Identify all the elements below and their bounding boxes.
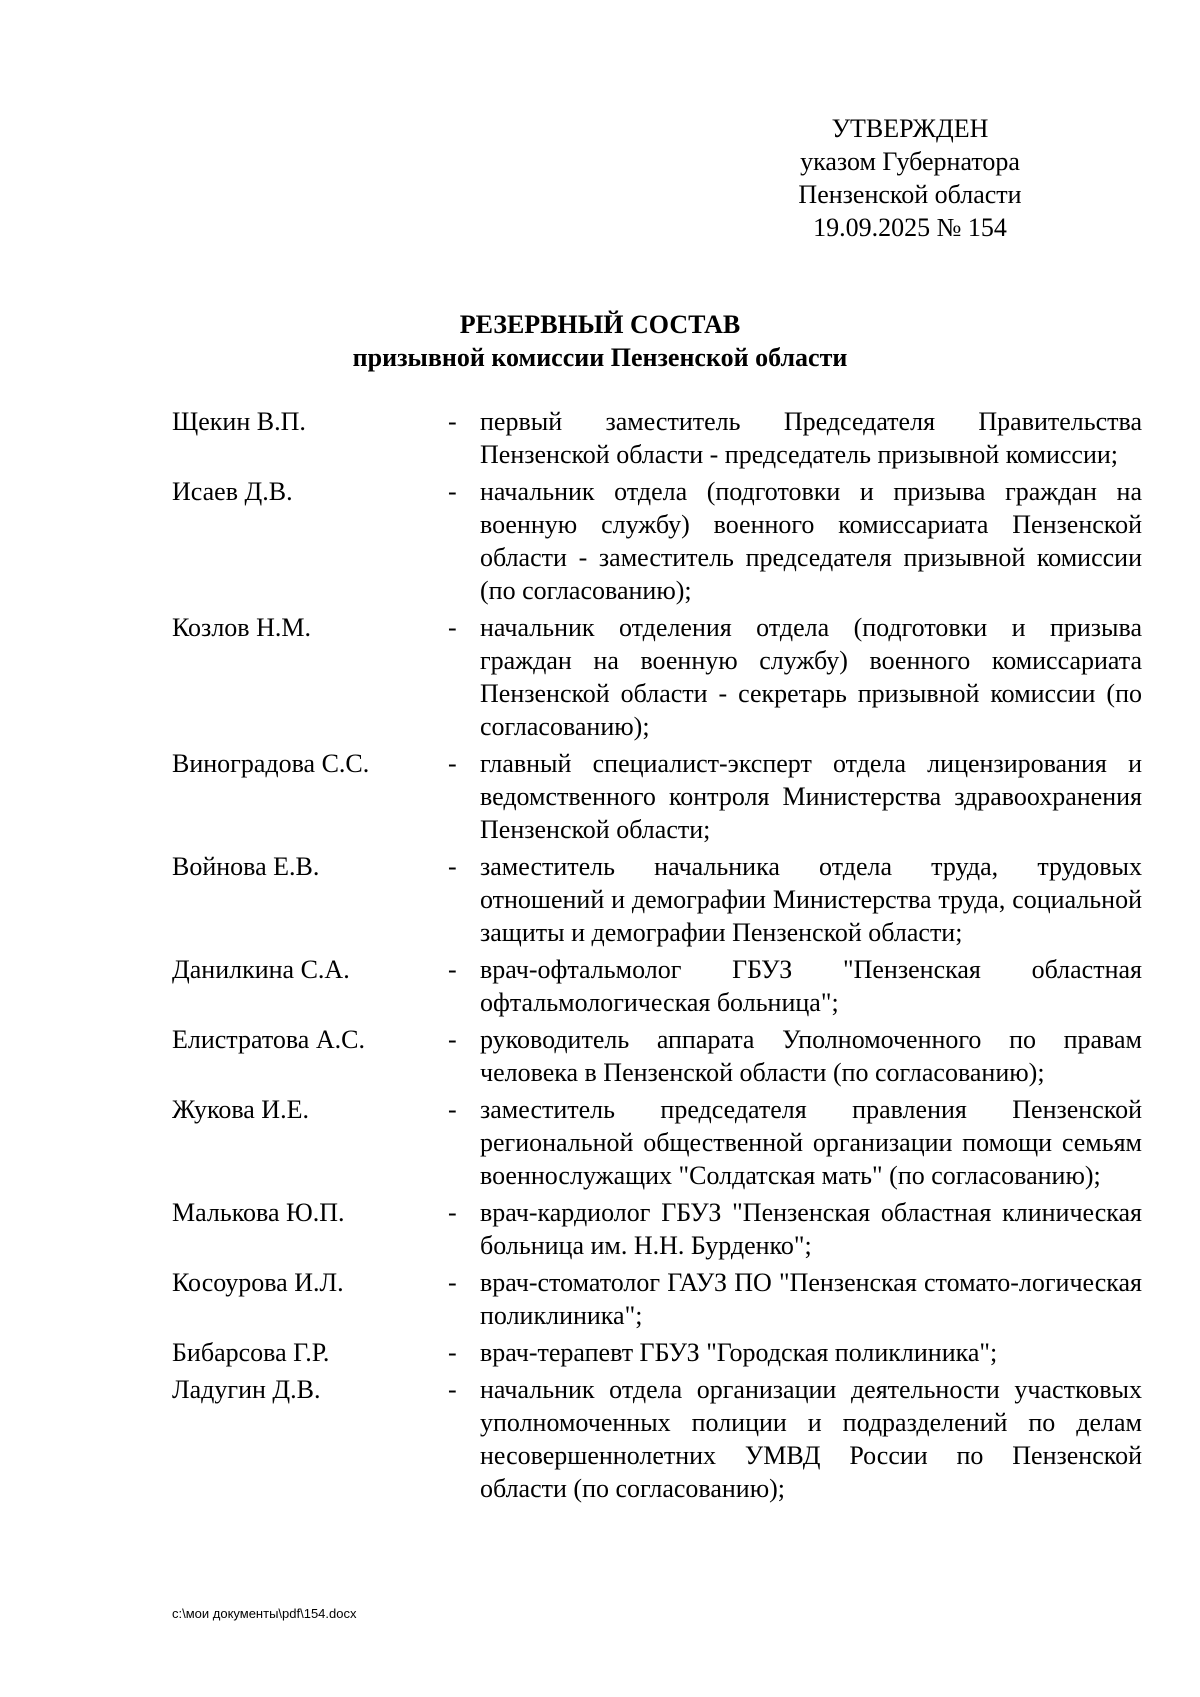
member-row xyxy=(172,1023,1152,1089)
member-name: Войнова Е.В. xyxy=(172,852,320,881)
title-main: РЕЗЕРВНЫЙ СОСТАВ xyxy=(459,310,741,339)
member-role: начальник отдела организации деятельности участковых уполномоченных полиции и подразделений по делам несовершеннолетних УМВД России по Пензенской области (по согласованию); xyxy=(480,1375,1142,1503)
member-role: заместитель председателя правления Пензенской региональной общественной организации помощи семьям военнослужащих "Солдатская мать" (по согласованию); xyxy=(480,1095,1142,1190)
member-role: руководитель аппарата Уполномоченного по правам человека в Пензенской области (по согласованию); xyxy=(480,1025,1142,1087)
member-row xyxy=(172,1196,1152,1262)
member-dash: - xyxy=(448,1095,457,1124)
member-row xyxy=(172,850,1152,949)
member-role: врач-стоматолог ГАУЗ ПО "Пензенская стомато-логическая поликлиника"; xyxy=(480,1268,1142,1330)
member-dash: - xyxy=(448,749,457,778)
member-dash: - xyxy=(448,955,457,984)
approval-by-decree: указом Губернатора xyxy=(800,147,1020,176)
member-dash: - xyxy=(448,852,457,881)
member-row xyxy=(172,1336,1152,1369)
approval-stamp xyxy=(760,112,1060,244)
approval-heading: УТВЕРЖДЕН xyxy=(831,114,989,143)
member-dash: - xyxy=(448,1375,457,1404)
member-name: Щекин В.П. xyxy=(172,407,306,436)
member-row xyxy=(172,405,1152,471)
member-name: Ладугин Д.В. xyxy=(172,1375,321,1404)
member-row xyxy=(172,1093,1152,1192)
member-name: Косоурова И.Л. xyxy=(172,1268,344,1297)
member-row xyxy=(172,475,1152,607)
member-row xyxy=(172,747,1152,846)
member-role: врач-кардиолог ГБУЗ "Пензенская областная клиническая больница им. Н.Н. Бурденко"; xyxy=(480,1198,1142,1260)
member-dash: - xyxy=(448,1338,457,1367)
member-role: начальник отделения отдела (подготовки и призыва граждан на военную службу) военного комиссариата Пензенской области - секретарь призывной комиссии (по согласованию); xyxy=(480,613,1142,741)
file-path-footer: c:\мои документы\pdf\154.docx xyxy=(172,1606,357,1621)
member-name: Бибарсова Г.Р. xyxy=(172,1338,330,1367)
approval-date-number: 19.09.2025 № 154 xyxy=(813,213,1007,242)
member-dash: - xyxy=(448,1025,457,1054)
member-name: Козлов Н.М. xyxy=(172,613,311,642)
member-role: начальник отдела (подготовки и призыва граждан на военную службу) военного комиссариата Пензенской области - заместитель председателя призывной комиссии (по согласованию); xyxy=(480,477,1142,605)
member-dash: - xyxy=(448,407,457,436)
member-row xyxy=(172,953,1152,1019)
title-sub: призывной комиссии Пензенской области xyxy=(352,343,848,372)
approval-region: Пензенской области xyxy=(798,180,1022,209)
member-role: врач-офтальмолог ГБУЗ "Пензенская областная офтальмологическая больница"; xyxy=(480,955,1142,1017)
document-title xyxy=(0,308,1200,374)
member-row xyxy=(172,611,1152,743)
member-row xyxy=(172,1266,1152,1332)
member-dash: - xyxy=(448,613,457,642)
member-name: Елистратова А.С. xyxy=(172,1025,365,1054)
member-dash: - xyxy=(448,1268,457,1297)
member-name: Малькова Ю.П. xyxy=(172,1198,345,1227)
member-dash: - xyxy=(448,477,457,506)
member-name: Данилкина С.А. xyxy=(172,955,350,984)
member-row xyxy=(172,1373,1152,1505)
member-role: заместитель начальника отдела труда, трудовых отношений и демографии Министерства труда, социальной защиты и демографии Пензенской области; xyxy=(480,852,1142,947)
member-role: главный специалист-эксперт отдела лицензирования и ведомственного контроля Министерства здравоохранения Пензенской области; xyxy=(480,749,1142,844)
members-list xyxy=(172,405,1152,1509)
member-dash: - xyxy=(448,1198,457,1227)
member-name: Жукова И.Е. xyxy=(172,1095,309,1124)
member-name: Виноградова С.С. xyxy=(172,749,370,778)
member-name: Исаев Д.В. xyxy=(172,477,293,506)
member-role: врач-терапевт ГБУЗ "Городская поликлиника"; xyxy=(480,1338,998,1367)
member-role: первый заместитель Председателя Правительства Пензенской области - председатель призывной комиссии; xyxy=(480,407,1142,469)
